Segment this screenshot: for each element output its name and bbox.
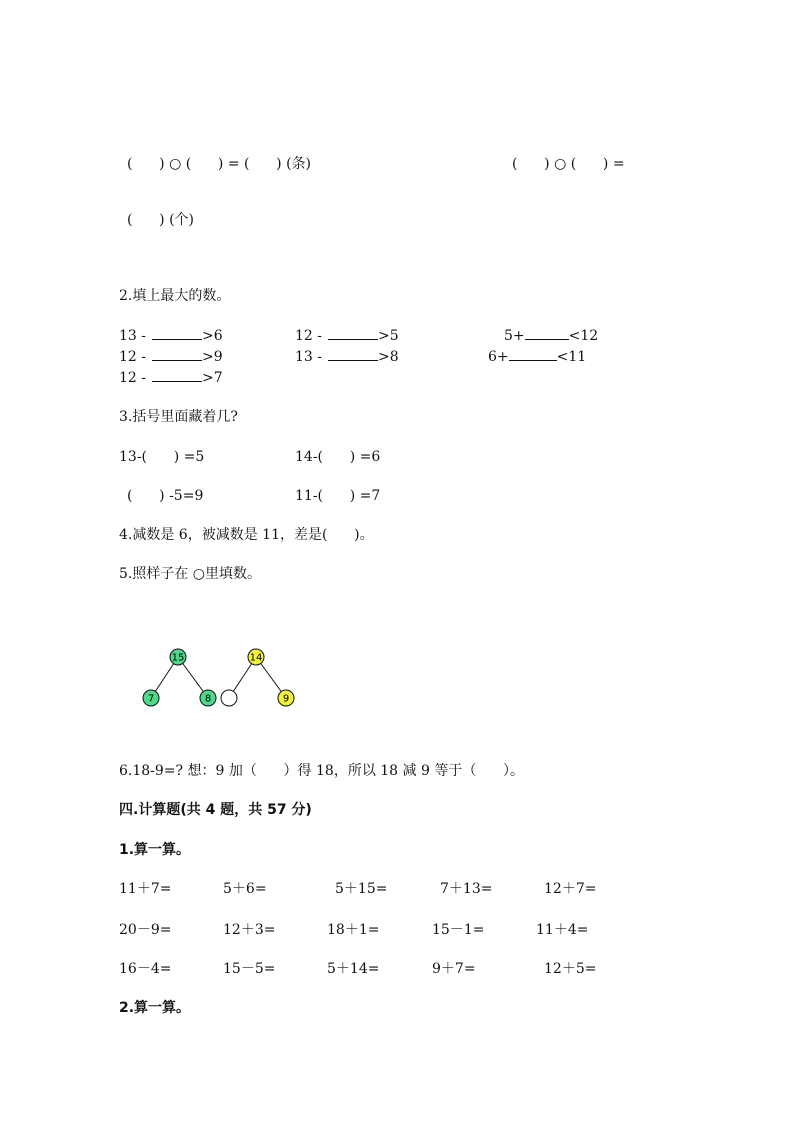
tree-right-value: 9 bbox=[282, 693, 290, 705]
calc-2-title: 2.算一算。 bbox=[119, 1000, 191, 1016]
tree-top-value: 14 bbox=[249, 652, 263, 664]
q2-row3-item1: 12 - >7 bbox=[119, 370, 223, 386]
calc-item: 5＋15= bbox=[335, 881, 388, 897]
tree-top-value: 15 bbox=[171, 652, 185, 664]
number-tree-example bbox=[143, 649, 216, 706]
calc-item: 9＋7= bbox=[432, 961, 476, 977]
q2-row2-item3: 6+ <11 bbox=[488, 349, 587, 365]
calc-item: 18＋1= bbox=[327, 922, 380, 938]
calc-item: 12＋7= bbox=[544, 881, 597, 897]
question-3-title: 3.括号里面藏着几? bbox=[119, 409, 238, 425]
number-tree-exercise bbox=[221, 649, 294, 706]
calc-item: 5＋14= bbox=[327, 961, 380, 977]
q2-row2-item2: 13 - >8 bbox=[295, 349, 399, 365]
q3-item: 13-( ) =5 bbox=[119, 449, 205, 465]
answer-line-count: ( ) (个) bbox=[127, 212, 194, 228]
q3-item: 11-( ) =7 bbox=[295, 488, 381, 504]
tree-left-value: 7 bbox=[147, 693, 155, 705]
q2-row1-item1: 13 - >6 bbox=[119, 328, 223, 344]
question-6: 6.18-9=? 想：9 加（ ）得 18，所以 18 减 9 等于（ ）。 bbox=[119, 763, 525, 779]
q2-row1-item3: 5+ <12 bbox=[504, 328, 599, 344]
q3-item: ( ) -5=9 bbox=[127, 488, 204, 504]
calc-item: 20－9= bbox=[119, 922, 172, 938]
question-5-title: 5.照样子在 ○里填数。 bbox=[119, 566, 262, 582]
q2-row1-item2: 12 - >5 bbox=[295, 328, 399, 344]
q3-item: 14-( ) =6 bbox=[295, 449, 381, 465]
question-2-title: 2.填上最大的数。 bbox=[119, 288, 231, 304]
answer-line-right: ( ) ○ ( ) = bbox=[512, 156, 625, 172]
section-4-heading: 四.计算题(共 4 题，共 57 分) bbox=[119, 802, 312, 818]
q2-row2-item1: 12 - >9 bbox=[119, 349, 223, 365]
answer-line-fish: ( ) ○ ( ) = ( ) (条) bbox=[127, 156, 311, 172]
calc-item: 15－1= bbox=[432, 922, 485, 938]
calc-item: 12＋5= bbox=[544, 961, 597, 977]
calc-item: 11＋7= bbox=[119, 881, 172, 897]
tree-right-value: 8 bbox=[204, 693, 212, 705]
calc-item: 5＋6= bbox=[223, 881, 267, 897]
calc-item: 16－4= bbox=[119, 961, 172, 977]
tree-blank-node[interactable] bbox=[221, 690, 237, 706]
calc-item: 11＋4= bbox=[536, 922, 589, 938]
question-4: 4.减数是 6，被减数是 11，差是( )。 bbox=[119, 527, 374, 543]
calc-item: 12＋3= bbox=[223, 922, 276, 938]
calc-item: 7＋13= bbox=[440, 881, 493, 897]
calc-1-title: 1.算一算。 bbox=[119, 842, 191, 858]
calc-item: 15－5= bbox=[223, 961, 276, 977]
